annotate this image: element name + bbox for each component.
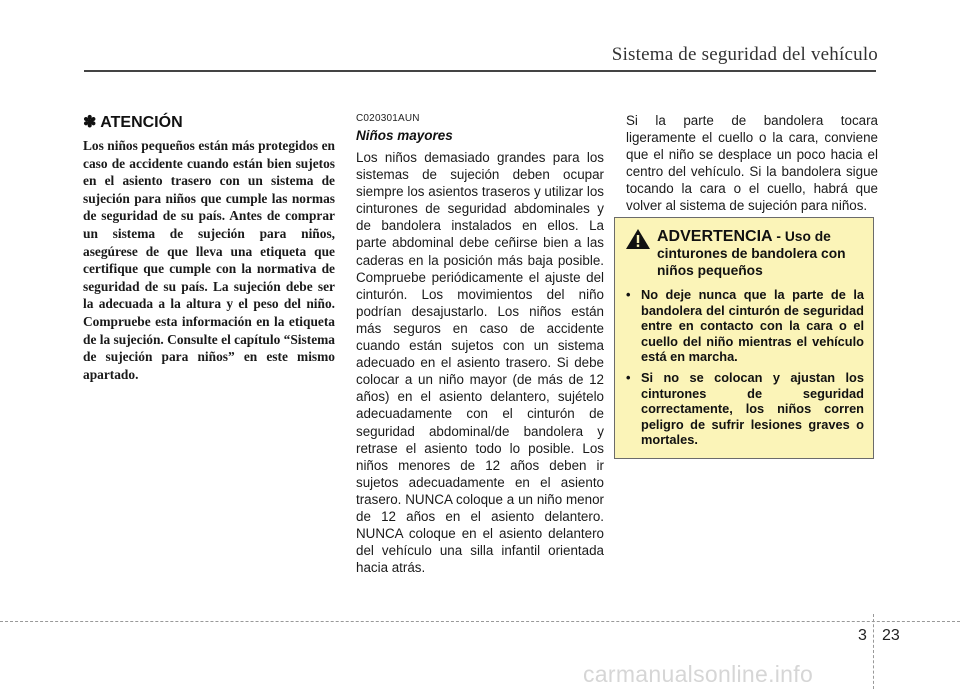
section-code: C020301AUN (356, 113, 420, 124)
attention-text: Los niños pequeños están más protegidos en caso de accidente cuando están bien sujetos en el asiento trasero con un sistema de sujeción para niños que cumple las normas de seguridad de su país. Antes de comprar un sistema de sujeción para niños, asegúrese de que lleva una etiqueta que certifique que cumple con la normativa de seguridad de su país. La sujeción debe ser la adecuada a la altura y el peso del niño. Compruebe esta información en la etiqueta de la sujeción. Consulte el capítulo “Sistema de sujeción para niños” en este mismo apartado. (83, 138, 335, 382)
section-title: Niños mayores (356, 128, 453, 143)
header-title: Sistema de seguridad del vehículo (611, 44, 878, 65)
watermark: carmanualsonline.info (583, 661, 814, 687)
warning-triangle-icon (625, 228, 651, 250)
warning-label: ADVERTENCIA (657, 228, 773, 245)
warning-item (625, 370, 864, 448)
page-number: 23 (882, 627, 900, 644)
right-column (626, 112, 878, 215)
warning-header (625, 228, 864, 279)
warning-box (614, 217, 874, 459)
warning-subtitle: - Uso de cinturones de bandolera con niños pequeños (657, 229, 846, 278)
warning-list (625, 287, 864, 448)
chapter-number: 3 (858, 627, 867, 644)
right-text: Si la parte de bandolera tocara ligeramente el cuello o la cara, conviene que el niño se desplace un poco hacia el centro del vehículo. Si la bandolera sigue tocando la cara o el cuello, habrá que volver al sistema de sujeción para niños. (626, 113, 878, 214)
warning-heading (657, 228, 864, 279)
warning-item-text: Si no se colocan y ajustan los cinturones de seguridad correctamente, los niños corren peligro de sufrir lesiones graves o mortales. (641, 369, 864, 448)
footer-dashed-line (0, 621, 960, 622)
header-rule (84, 70, 876, 72)
section-text: Los niños demasiado grandes para los sistemas de sujeción deben ocupar siempre los asientos traseros y utilizar los cinturones de seguridad abdominales y de bandolera instalados en ellos. La parte abdominal debe ceñirse bien a las caderas en la posición más baja posible. Compruebe periódicamente el ajuste del cinturón. Los movimientos del niño podrían desajustarlo. Los niños están más seguros en caso de accidente cuando están sujetos con un sistema adecuado en el asiento trasero. Si debe colocar a un niño mayor (de más de 12 años) en el asiento delantero, sujételo adecuadamente con el cinturón de seguridad abdominal/de bandolera y retrase el asiento todo lo posible. Los niños menores de 12 años deben ir sujetos adecuadamente en el asiento trasero. NUNCA coloque a un niño menor de 12 años en el asiento delantero. NUNCA coloque en el asiento delantero del vehículo una silla infantil orientada hacia atrás. (356, 150, 604, 576)
warning-item (625, 287, 864, 365)
attention-column (83, 112, 335, 383)
bullet: • (626, 369, 631, 385)
section-column (356, 113, 604, 576)
attention-title: ✽ ATENCIÓN (83, 114, 183, 131)
bullet: • (626, 287, 631, 302)
warning-item-text: No deje nunca que la parte de la bandolera del cinturón de seguridad entre en contacto con la cara o el cuello del niño mientras el vehículo está en marcha. (641, 287, 864, 365)
footer-vertical-line (873, 614, 874, 689)
